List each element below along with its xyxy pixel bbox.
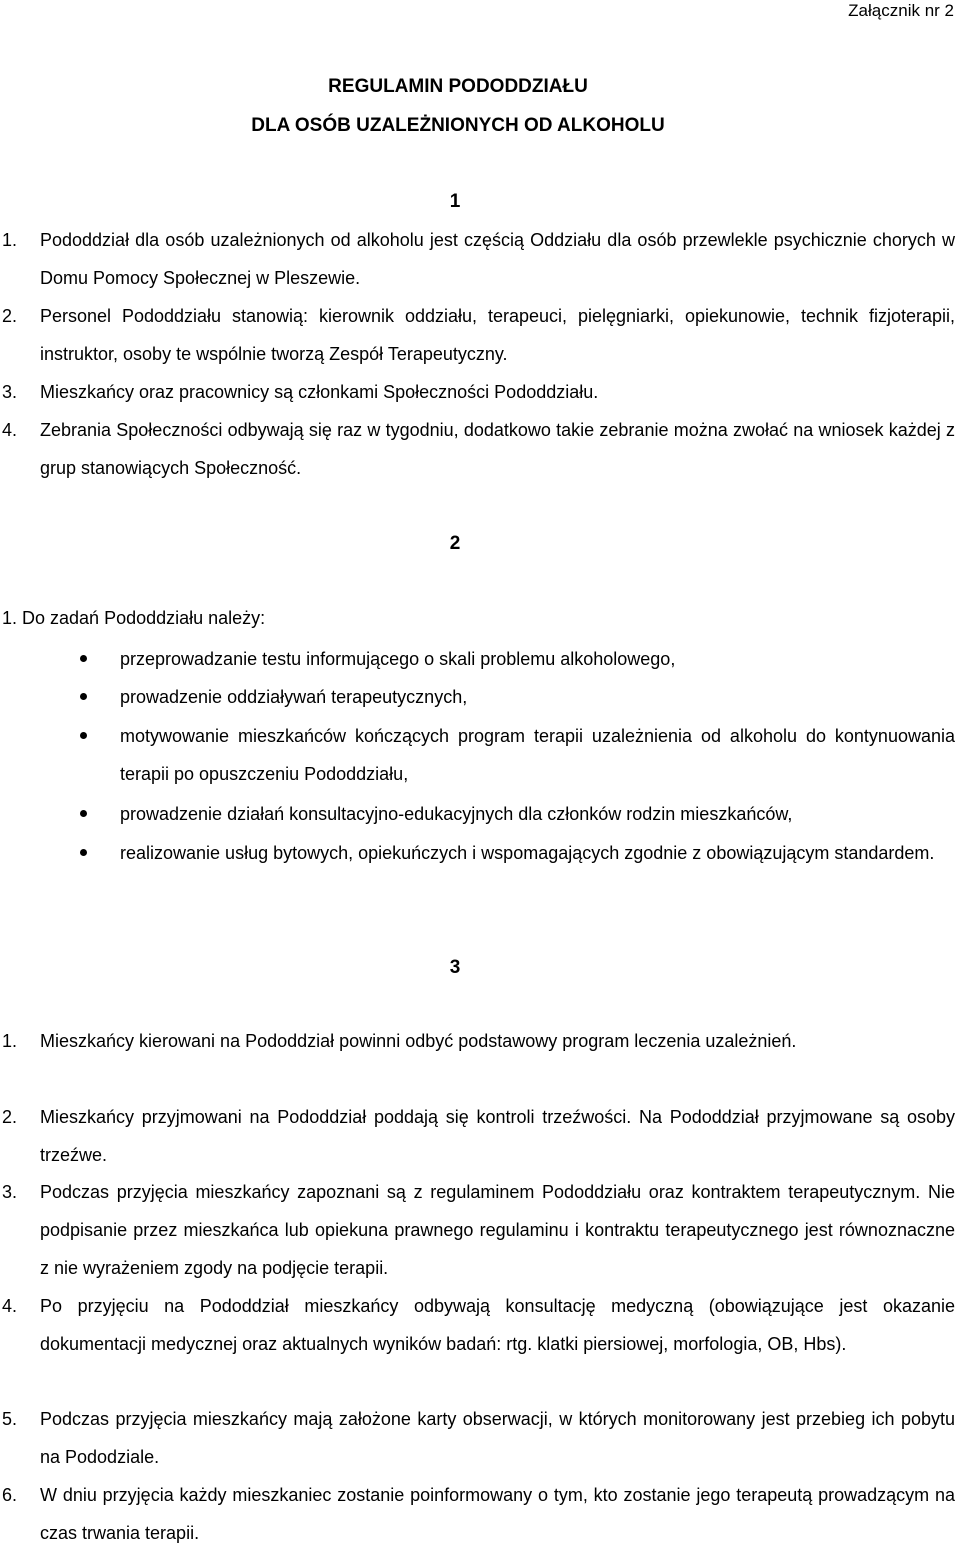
item-text: Pododdział dla osób uzależnionych od alkoholu jest częścią Oddziału dla osób przewlekle psychicznie chorych w Domu Pomocy Społecznej w Pleszewie. bbox=[40, 230, 955, 288]
item-number: 4. bbox=[2, 1296, 18, 1316]
section2-bullet-1 bbox=[0, 640, 955, 678]
item-number: 3. bbox=[2, 382, 18, 402]
section1-item-4 bbox=[0, 411, 955, 487]
item-text: Mieszkańcy kierowani na Pododdział powinni odbyć podstawowy program leczenia uzależnień. bbox=[40, 1031, 797, 1051]
section2-bullet-4 bbox=[0, 795, 955, 833]
section3-item-4 bbox=[0, 1287, 955, 1363]
bullet-dot bbox=[80, 810, 87, 817]
item-text: Po przyjęciu na Pododdział mieszkańcy odbywają konsultację medyczną (obowiązujące jest okazanie dokumentacji medycznej oraz aktualnych wyników badań: rtg. klatki piersiowej, morfologia, OB, Hbs). bbox=[40, 1296, 955, 1354]
item-number: 1. bbox=[2, 230, 18, 250]
item-text: Mieszkańcy oraz pracownicy są członkami Społeczności Pododdziału. bbox=[40, 382, 599, 402]
item-number: 5. bbox=[2, 1409, 18, 1429]
section2-lead: 1. Do zadań Pododdziału należy: bbox=[2, 608, 266, 628]
item-number: 2. bbox=[2, 306, 18, 326]
item-number: 6. bbox=[2, 1485, 18, 1505]
section2-bullet-5 bbox=[0, 834, 955, 872]
item-number: 3. bbox=[2, 1182, 18, 1202]
item-text: Personel Pododdziału stanowią: kierownik oddziału, terapeuci, pielęgniarki, opiekunowie, technik fizjoterapii, instruktor, osoby te wspólnie tworzą Zespół Terapeutyczny. bbox=[40, 306, 955, 364]
item-text: Podczas przyjęcia mieszkańcy zapoznani są z regulaminem Pododdziału oraz kontraktem terapeutycznym. Nie podpisanie przez mieszkańca lub opiekuna prawnego regulaminu i kontraktu terapeutycznego jest równoznaczne z nie wyrażeniem zgody na podjęcie terapii. bbox=[40, 1182, 955, 1278]
item-text: W dniu przyjęcia każdy mieszkaniec zostanie poinformowany o tym, kto zostanie jego terapeutą prowadzącym na czas trwania terapii. bbox=[40, 1485, 955, 1543]
section3-item-2 bbox=[0, 1098, 955, 1174]
section1-item-3 bbox=[0, 373, 955, 411]
section1-item-1 bbox=[0, 221, 955, 297]
bullet-dot bbox=[80, 693, 87, 700]
section2-bullet-3 bbox=[0, 717, 955, 793]
bullet-text: prowadzenie oddziaływań terapeutycznych, bbox=[120, 687, 468, 707]
section2-bullet-2 bbox=[0, 678, 955, 716]
section-mark-2: 2 bbox=[449, 533, 461, 554]
bullet-text: przeprowadzanie testu informującego o skali problemu alkoholowego, bbox=[120, 649, 676, 669]
bullet-text: realizowanie usług bytowych, opiekuńczych i wspomagających zgodnie z obowiązującym standardem. bbox=[120, 843, 935, 863]
bullet-dot bbox=[80, 655, 87, 662]
section3-item-3 bbox=[0, 1173, 955, 1287]
item-text: Podczas przyjęcia mieszkańcy mają założone karty obserwacji, w których monitorowany jest przebieg ich pobytu na Pododziale. bbox=[40, 1409, 955, 1467]
bullet-dot bbox=[80, 849, 87, 856]
section1-item-2 bbox=[0, 297, 955, 373]
item-text: Zebrania Społeczności odbywają się raz w tygodniu, dodatkowo takie zebranie można zwołać na wniosek każdej z grup stanowiących Społeczność. bbox=[40, 420, 955, 478]
section-mark-1: 1 bbox=[449, 191, 461, 212]
bullet-text: motywowanie mieszkańców kończących program terapii uzależnienia od alkoholu do kontynuowania terapii po opuszczeniu Pododdziału, bbox=[120, 726, 955, 784]
section3-item-6 bbox=[0, 1476, 955, 1552]
document-title-line1: REGULAMIN PODODDZIAŁU bbox=[328, 76, 588, 97]
item-text: Mieszkańcy przyjmowani na Pododdział poddają się kontroli trzeźwości. Na Pododdział przyjmowane są osoby trzeźwe. bbox=[40, 1107, 955, 1165]
bullet-text: prowadzenie działań konsultacyjno-edukacyjnych dla członków rodzin mieszkańców, bbox=[120, 804, 793, 824]
document-title-line2: DLA OSÓB UZALEŻNIONYCH OD ALKOHOLU bbox=[251, 115, 665, 136]
section3-item-5 bbox=[0, 1400, 955, 1476]
section-mark-3: 3 bbox=[449, 957, 461, 978]
bullet-dot bbox=[80, 732, 87, 739]
item-number: 1. bbox=[2, 1031, 18, 1051]
section3-item-1 bbox=[0, 1022, 955, 1060]
item-number: 4. bbox=[2, 420, 18, 440]
item-number: 2. bbox=[2, 1107, 18, 1127]
attachment-label: Załącznik nr 2 bbox=[848, 1, 954, 20]
